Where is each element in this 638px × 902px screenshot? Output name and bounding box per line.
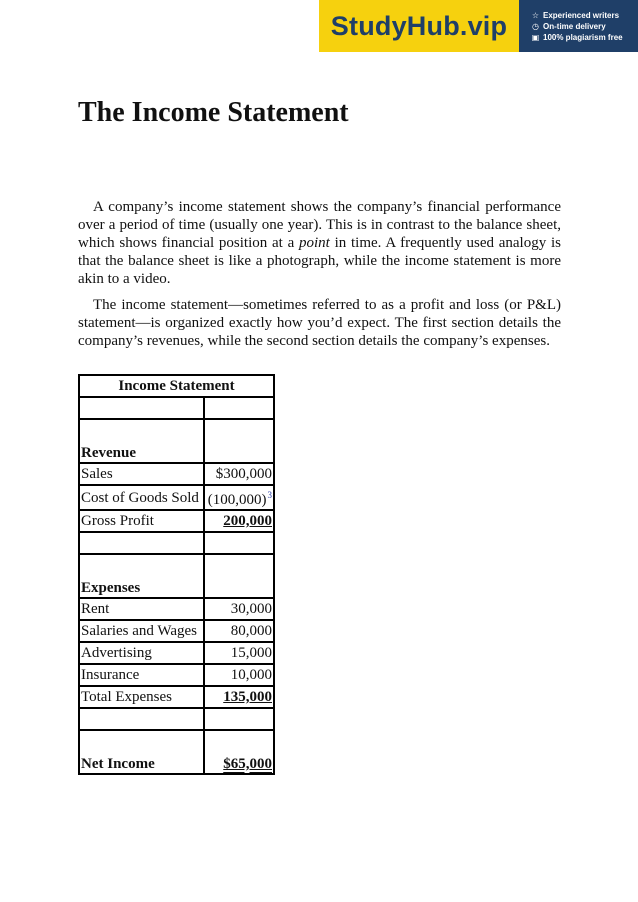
table-row <box>79 463 274 485</box>
expenses-heading-row <box>79 554 274 598</box>
blank-row <box>79 532 274 554</box>
total-expenses-label: Total Expenses <box>79 686 204 708</box>
document-check-icon: ▣ <box>531 32 540 42</box>
blank-row <box>79 397 274 419</box>
blank-cell <box>79 708 204 730</box>
blank-cell <box>204 708 274 730</box>
blank-cell <box>204 397 274 419</box>
paragraph-text: A company’s income statement shows the company’s financial performance over a period of time (usually one year). This is in contrast to the balance sheet, which shows financial position at a <box>78 199 561 251</box>
blank-cell <box>79 397 204 419</box>
intro-paragraph <box>78 198 561 288</box>
expense-label: Insurance <box>79 664 204 686</box>
table-row <box>79 664 274 686</box>
blank-cell <box>204 554 274 598</box>
star-icon: ☆ <box>531 10 540 20</box>
table-row <box>79 485 274 510</box>
studyhub-banner[interactable] <box>319 0 638 52</box>
expense-label: Salaries and Wages <box>79 620 204 642</box>
feature-label: On-time delivery <box>543 21 606 31</box>
feature-item <box>531 11 638 20</box>
net-income-row <box>79 730 274 774</box>
table-row <box>79 510 274 532</box>
table-header: Income Statement <box>79 375 274 397</box>
feature-item <box>531 33 638 42</box>
page-title: The Income Statement <box>78 97 349 128</box>
brand-logo[interactable]: StudyHub.vip <box>319 0 519 52</box>
gross-profit-label: Gross Profit <box>79 510 204 532</box>
net-income-value: $65,000 <box>204 730 274 774</box>
net-income-label: Net Income <box>79 730 204 774</box>
total-expenses-value: 135,000 <box>204 686 274 708</box>
structure-paragraph: The income statement—sometimes referred to as a profit and loss (or P&L) statement—is organized exactly how you’d expect. The first section details the company’s revenues, while the second section details the company’s expenses. <box>78 297 561 349</box>
table-header-row <box>79 375 274 397</box>
sales-value: $300,000 <box>204 463 274 485</box>
blank-cell <box>79 532 204 554</box>
blank-cell <box>204 532 274 554</box>
expense-label: Advertising <box>79 642 204 664</box>
blank-cell <box>204 419 274 463</box>
clock-icon: ◷ <box>532 21 539 31</box>
table-row <box>79 642 274 664</box>
table-row <box>79 598 274 620</box>
feature-item <box>531 22 638 31</box>
revenue-heading-row <box>79 419 274 463</box>
blank-row <box>79 708 274 730</box>
expense-label: Rent <box>79 598 204 620</box>
table-row <box>79 620 274 642</box>
cogs-label: Cost of Goods Sold <box>79 485 204 510</box>
features-list <box>519 0 638 52</box>
feature-label: 100% plagiarism free <box>543 32 623 42</box>
expense-value: 10,000 <box>204 664 274 686</box>
expense-value: 80,000 <box>204 620 274 642</box>
emphasis-text: point <box>298 235 330 251</box>
sales-label: Sales <box>79 463 204 485</box>
cogs-value: (100,000) <box>207 492 267 508</box>
cogs-value-cell <box>204 485 274 510</box>
feature-label: Experienced writers <box>543 10 620 20</box>
table-row <box>79 686 274 708</box>
expenses-heading: Expenses <box>79 554 204 598</box>
gross-profit-value: 200,000 <box>204 510 274 532</box>
revenue-heading: Revenue <box>79 419 204 463</box>
income-statement-table <box>78 374 275 775</box>
paragraph-text: in time. A frequently used analogy is that the balance sheet is like a photograph, while the income statement is more akin to a video. <box>78 235 561 287</box>
expense-value: 30,000 <box>204 598 274 620</box>
expense-value: 15,000 <box>204 642 274 664</box>
footnote-link[interactable]: 3 <box>267 490 272 500</box>
